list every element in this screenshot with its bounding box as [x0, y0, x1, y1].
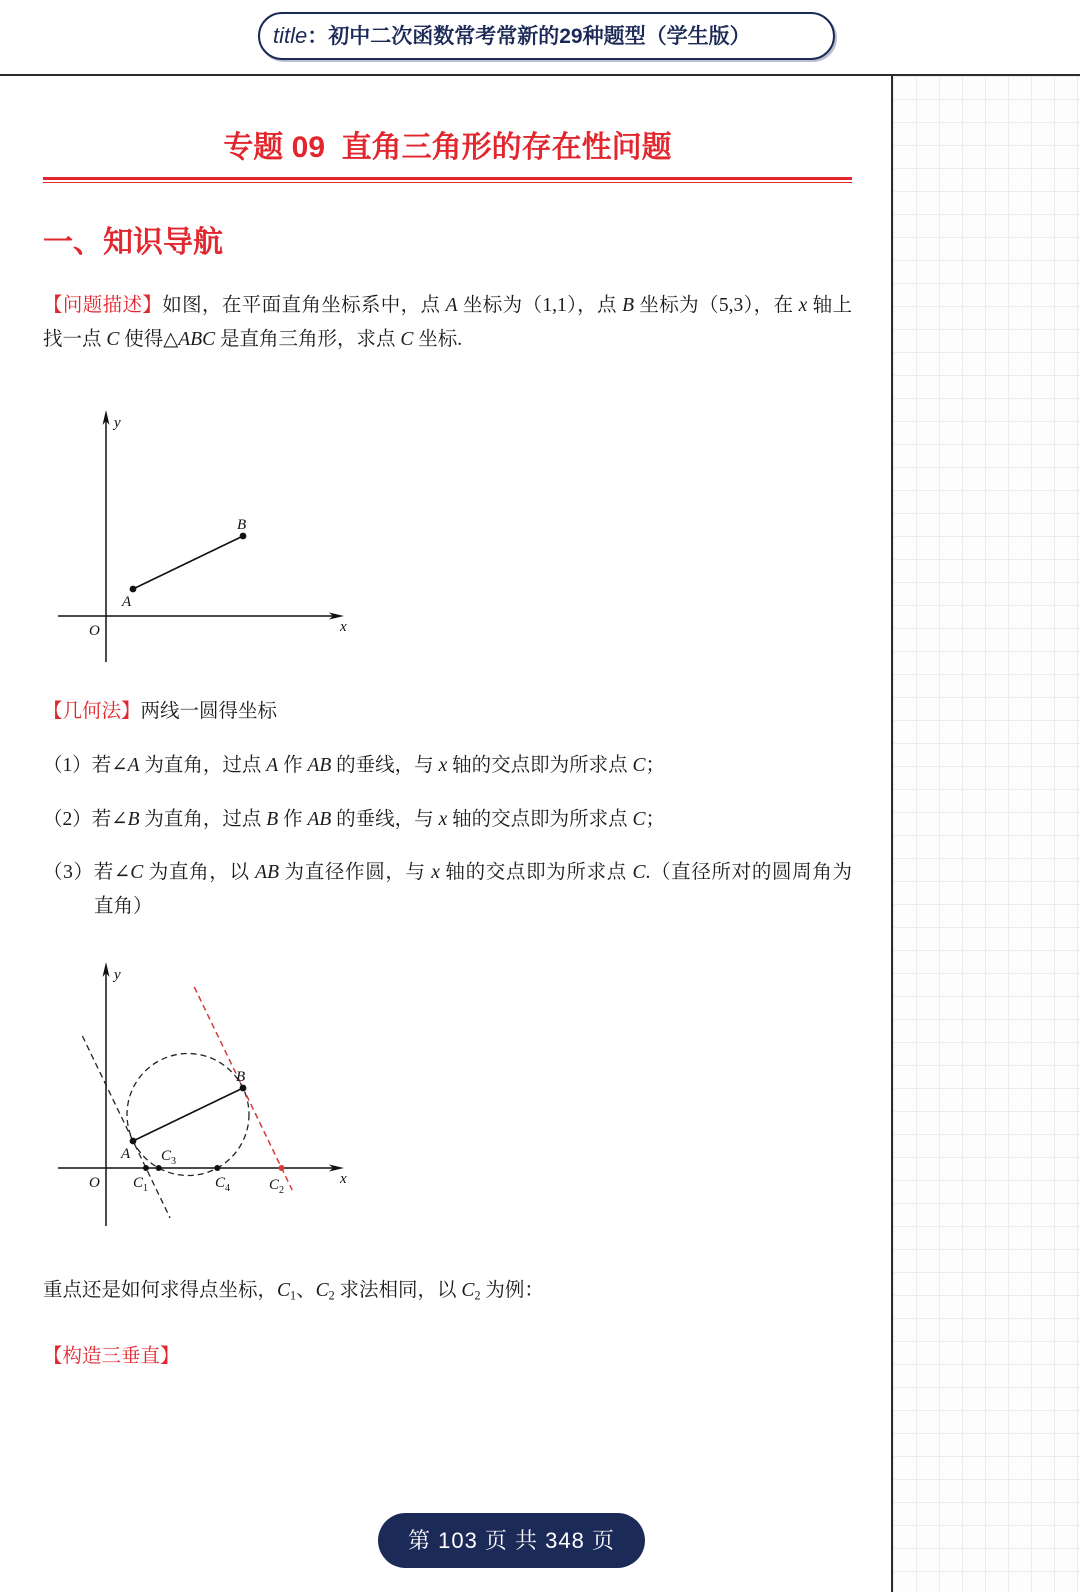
point-a-label: A — [122, 594, 132, 610]
point-b — [240, 1085, 247, 1092]
text-run: 为直角，过点 — [139, 809, 267, 830]
math-variable: ABC — [178, 329, 216, 350]
page-indicator[interactable]: 第 103 页 共 348 页 — [378, 1513, 645, 1568]
math-variable: x — [431, 862, 440, 883]
math-variable: x — [438, 755, 448, 776]
text-run: ； — [645, 755, 666, 776]
text-run: ； — [645, 809, 666, 830]
label-subscript: 2 — [279, 1185, 285, 1196]
math-variable: AB — [307, 755, 332, 776]
figure-2-construction — [50, 952, 360, 1237]
axis-label-x: x — [340, 1171, 347, 1187]
text-run: 重点还是如何求得点坐标， — [43, 1280, 278, 1301]
origin-label: O — [89, 623, 100, 639]
point-c3-label — [161, 1148, 176, 1167]
point-b-label: B — [236, 1069, 246, 1085]
math-variable: AB — [307, 809, 332, 830]
text-run: （3）若∠ — [43, 862, 131, 883]
point-c2 — [279, 1165, 285, 1171]
segment-ab — [133, 1088, 243, 1141]
text-run: 是直角三角形，求点 — [215, 329, 401, 350]
collection-title-badge — [258, 12, 835, 60]
math-variable: B — [622, 295, 635, 316]
axis-label-x: x — [340, 619, 347, 635]
point-c4-label — [215, 1175, 230, 1194]
point-b — [240, 533, 247, 540]
key-point-line — [43, 1274, 852, 1308]
label-letter: C — [215, 1175, 226, 1191]
point-c3 — [156, 1165, 162, 1171]
label-subscript: 3 — [171, 1156, 177, 1167]
math-variable: B — [127, 809, 140, 830]
math-variable: B — [266, 809, 279, 830]
point-b-label: B — [237, 517, 247, 533]
text-run: 找一点 — [43, 329, 107, 350]
construct-heading: 【构造三垂直】 — [43, 1346, 180, 1367]
math-variable: C — [461, 1280, 475, 1301]
collection-title: ：初中二次函数常考常新的29种题型（学生版） — [307, 25, 751, 48]
title-double-rule — [43, 177, 852, 183]
origin-label: O — [89, 1175, 100, 1191]
text-run: 轴的交点即为所求点 — [439, 862, 633, 883]
method-line — [43, 695, 852, 729]
axis-label-y: y — [114, 415, 121, 431]
math-variable: C — [130, 862, 144, 883]
point-a — [130, 1138, 137, 1145]
subscript: 2 — [474, 1288, 481, 1303]
text-run: 求法相同，以 — [334, 1280, 462, 1301]
text-run: 的垂线，与 — [331, 755, 439, 776]
segment-ab — [133, 536, 243, 589]
document-header — [0, 0, 1080, 74]
section-label: 【几何法】 — [43, 701, 141, 722]
point-c2-label — [269, 1177, 284, 1196]
text-run: 坐标为（5,3），在 — [634, 295, 799, 316]
label-subscript: 1 — [143, 1183, 149, 1194]
text-run: 轴的交点即为所求点 — [447, 809, 633, 830]
point-a — [130, 586, 137, 593]
method-step-1 — [43, 749, 852, 783]
text-run: （2）若∠ — [43, 809, 128, 830]
math-variable: A — [266, 755, 279, 776]
label-subscript: 4 — [225, 1183, 231, 1194]
text-run: 轴的交点即为所求点 — [447, 755, 633, 776]
method-step-3 — [43, 856, 852, 890]
problem-description-line — [43, 289, 852, 323]
text-run: 作 — [278, 755, 308, 776]
math-variable: C — [277, 1280, 291, 1301]
text-run: 如图，在平面直角坐标系中，点 — [162, 295, 446, 316]
method-step-2 — [43, 803, 852, 837]
subscript: 1 — [290, 1288, 297, 1303]
section-label: 【问题描述】 — [43, 295, 163, 316]
text-run: 的垂线，与 — [331, 809, 439, 830]
text-run: 坐标为（1,1），点 — [457, 295, 623, 316]
label-letter: C — [133, 1175, 144, 1191]
math-variable: C — [400, 329, 414, 350]
section-heading: 一、知识导航 — [43, 226, 223, 259]
text-run: （1）若∠ — [43, 755, 128, 776]
text-run: 为直径作圆，与 — [279, 862, 432, 883]
point-a-label: A — [121, 1146, 131, 1162]
math-variable: C — [315, 1280, 329, 1301]
problem-description-line — [43, 323, 852, 357]
math-variable: AB — [255, 862, 279, 883]
method-step-3-continuation: 直角） — [94, 896, 153, 917]
text-run: 为直角，过点 — [139, 755, 267, 776]
subscript: 2 — [328, 1288, 335, 1303]
text-run: 轴上 — [807, 295, 852, 316]
text-run: 作 — [278, 809, 308, 830]
point-c1-label — [133, 1175, 148, 1194]
grid-margin-panel — [891, 76, 1080, 1592]
point-c4 — [214, 1165, 220, 1171]
title-prefix: title — [273, 23, 308, 48]
axis-label-y: y — [114, 967, 121, 983]
text-run: 、 — [296, 1280, 316, 1301]
figure-1-coordinate-plane — [50, 400, 360, 670]
math-variable: C — [106, 329, 120, 350]
math-variable: A — [127, 755, 140, 776]
math-variable: x — [438, 809, 448, 830]
text-run: 使得△ — [119, 329, 179, 350]
point-c1 — [143, 1165, 149, 1171]
math-variable: A — [445, 295, 458, 316]
label-letter: C — [269, 1177, 280, 1193]
text-run: 坐标. — [413, 329, 463, 350]
text-run: 为例： — [480, 1280, 544, 1301]
text-run: 两线一圆得坐标 — [140, 701, 278, 722]
text-run: .（直径所对的圆周角为 — [645, 862, 852, 883]
math-variable: C — [632, 809, 646, 830]
text-run: 为直角，以 — [143, 862, 256, 883]
math-variable: C — [632, 755, 646, 776]
label-letter: C — [161, 1148, 172, 1164]
math-variable: C — [632, 862, 646, 883]
page-title: 专题 09 直角三角形的存在性问题 — [223, 131, 672, 164]
math-variable: x — [798, 295, 808, 316]
